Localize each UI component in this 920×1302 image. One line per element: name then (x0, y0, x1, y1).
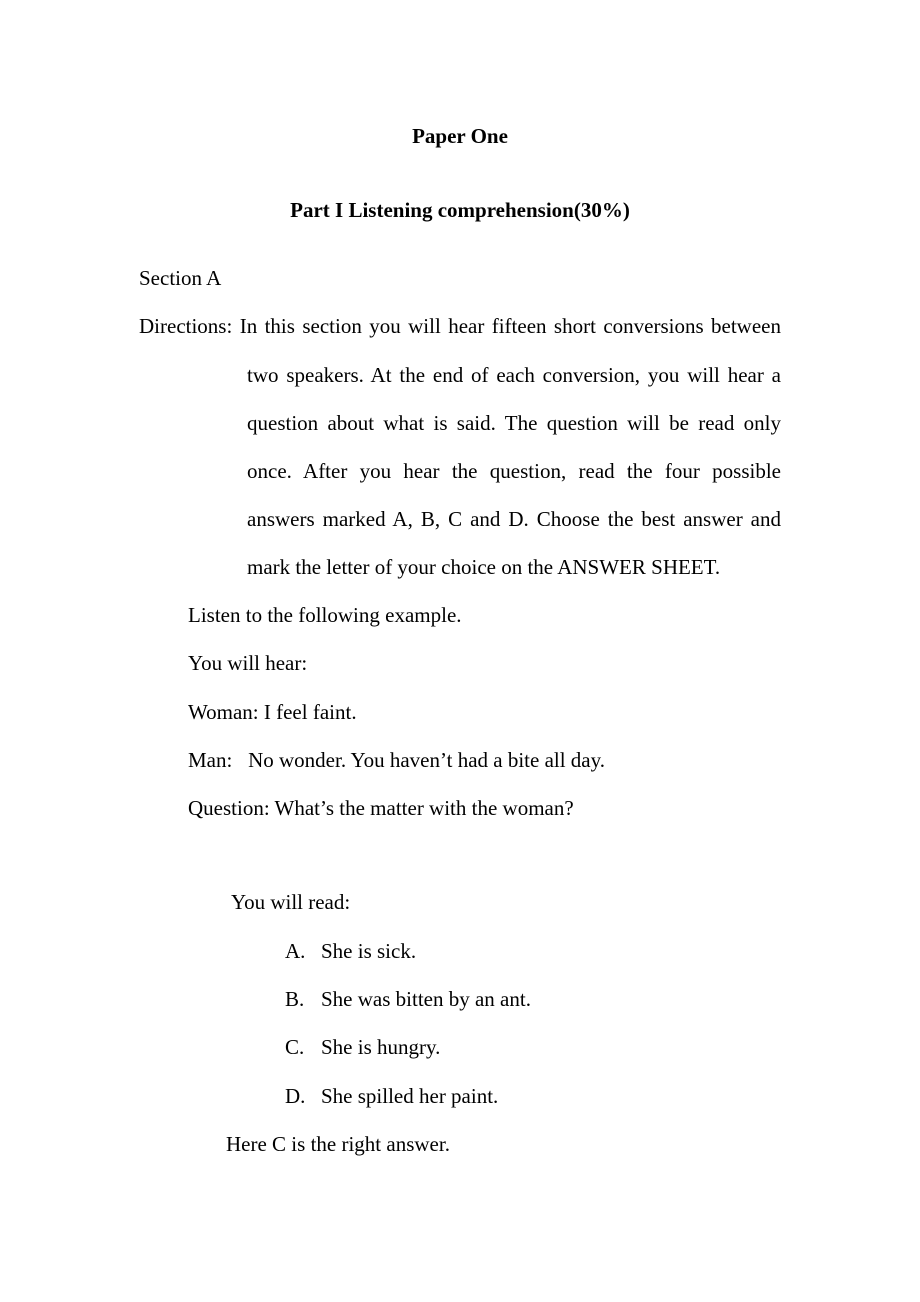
option-letter: D. (285, 1084, 306, 1108)
option-text: She is hungry. (321, 1035, 441, 1059)
section-label: Section A (139, 266, 222, 290)
option-text: She was bitten by an ant. (321, 987, 531, 1011)
option-letter: B. (285, 987, 305, 1011)
directions-line: mark the letter of your choice on the ANSWER SHEET. (247, 555, 721, 579)
you-will-read-label: You will read: (231, 890, 351, 914)
directions-line: once. After you hear the question, read the four possible (247, 459, 781, 483)
option-letter: A. (285, 939, 306, 963)
answer-option (285, 987, 531, 1011)
question-line: Question: What’s the matter with the woman? (188, 796, 574, 820)
directions-lead-line: Directions: In this section you will hear fifteen short conversions between (139, 314, 781, 338)
woman-dialogue-line: Woman: I feel faint. (188, 700, 357, 724)
option-letter: C. (285, 1035, 305, 1059)
option-text: She is sick. (321, 939, 417, 963)
answer-option (285, 1084, 498, 1108)
you-will-hear-label: You will hear: (188, 651, 308, 675)
directions-line: answers marked A, B, C and D. Choose the best answer and (247, 507, 781, 531)
part-title: Part I Listening comprehension(30%) (290, 198, 630, 222)
directions-line: question about what is said. The question will be read only (247, 411, 781, 435)
example-intro: Listen to the following example. (188, 603, 462, 627)
man-dialogue-line: Man: No wonder. You haven’t had a bite all day. (188, 748, 606, 772)
answer-option (285, 1035, 440, 1059)
option-text: She spilled her paint. (321, 1084, 499, 1108)
paper-title: Paper One (412, 124, 508, 148)
answer-note: Here C is the right answer. (226, 1132, 450, 1156)
directions-line: two speakers. At the end of each conversion, you will hear a (247, 363, 781, 387)
answer-option (285, 939, 416, 963)
